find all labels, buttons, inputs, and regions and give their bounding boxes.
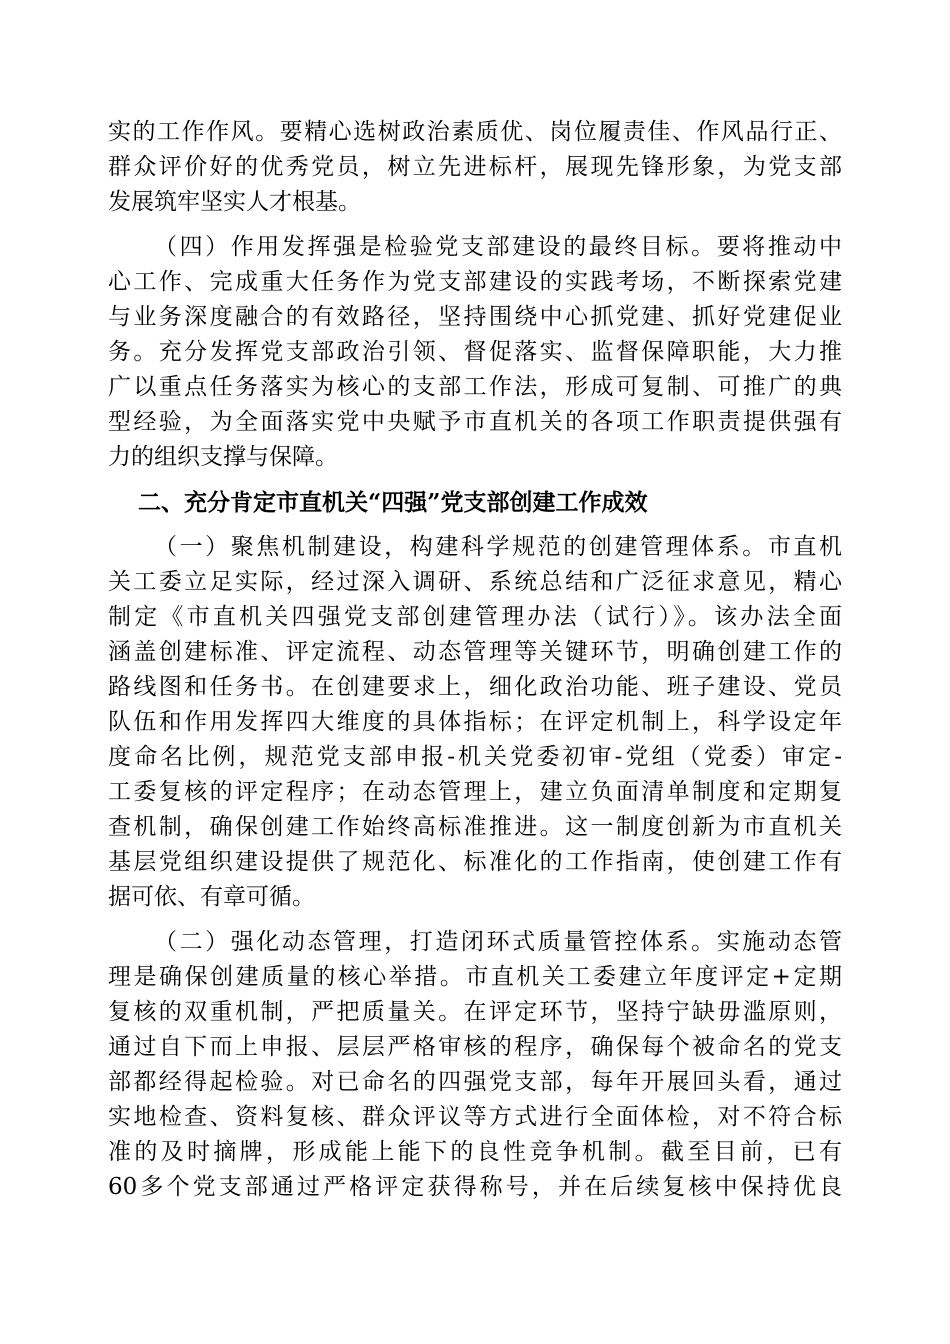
text-line: 与业务深度融合的有效路径，坚持围绕中心抓党建、抓好党建促业 xyxy=(108,304,842,330)
paragraph xyxy=(108,115,842,220)
text-line: 准的及时摘牌，形成能上能下的良性竞争机制。截至目前，已有 xyxy=(108,1139,842,1165)
text-line: （四）作用发挥强是检验党支部建设的最终目标。要将推动中 xyxy=(154,234,842,260)
text-line: 关工委立足实际，经过深入调研、系统总结和广泛征求意见，精心 xyxy=(108,569,842,595)
section-heading xyxy=(108,485,842,520)
text-line: 通过自下而上申报、层层严格审核的程序，确保每个被命名的党支 xyxy=(108,1034,842,1060)
text-line: 度命名比例，规范党支部申报-机关党委初审-党组（党委）审定- xyxy=(108,744,842,770)
text-line: 查机制，确保创建工作始终高标准推进。这一制度创新为市直机关 xyxy=(108,814,842,840)
text-line: 复核的双重机制，严把质量关。在评定环节，坚持宁缺毋滥原则， xyxy=(108,999,842,1025)
text-line: （二）强化动态管理，打造闭环式质量管控体系。实施动态管 xyxy=(154,929,842,955)
text-line: 理是确保创建质量的核心举措。市直机关工委建立年度评定+定期 xyxy=(108,964,842,990)
text-line: 60多个党支部通过严格评定获得称号，并在后续复核中保持优良 xyxy=(108,1174,842,1200)
text-line: 部都经得起检验。对已命名的四强党支部，每年开展回头看，通过 xyxy=(108,1069,842,1095)
paragraph xyxy=(108,925,842,1205)
text-line: 基层党组织建设提供了规范化、标准化的工作指南，使创建工作有 xyxy=(108,849,842,875)
text-line: 广以重点任务落实为核心的支部工作法，形成可复制、可推广的典 xyxy=(108,374,842,400)
paragraph xyxy=(108,230,842,475)
heading-text: 二、充分肯定市直机关“四强”党支部创建工作成效 xyxy=(138,489,648,516)
text-line: 实地检查、资料复核、群众评议等方式进行全面体检，对不符合标 xyxy=(108,1104,842,1130)
text-line: 涵盖创建标准、评定流程、动态管理等关键环节，明确创建工作的 xyxy=(108,639,842,665)
text-line: 群众评价好的优秀党员，树立先进标杆，展现先锋形象，为党支部 xyxy=(108,154,842,180)
text-line: （一）聚焦机制建设，构建科学规范的创建管理体系。市直机 xyxy=(154,534,842,560)
text-line: 力的组织支撑与保障。 xyxy=(108,444,338,470)
text-line: 据可依、有章可循。 xyxy=(108,884,315,910)
text-line: 队伍和作用发挥四大维度的具体指标；在评定机制上，科学设定年 xyxy=(108,709,842,735)
text-line: 型经验，为全面落实党中央赋予市直机关的各项工作职责提供强有 xyxy=(108,409,842,435)
text-line: 制定《市直机关四强党支部创建管理办法（试行）》。该办法全面 xyxy=(108,604,842,630)
text-line: 发展筑牢坚实人才根基。 xyxy=(108,189,361,215)
paragraph xyxy=(108,530,842,915)
document-page xyxy=(108,115,842,1215)
text-line: 路线图和任务书。在创建要求上，细化政治功能、班子建设、党员 xyxy=(108,674,842,700)
text-line: 心工作、完成重大任务作为党支部建设的实践考场，不断探索党建 xyxy=(108,269,842,295)
text-line: 实的工作作风。要精心选树政治素质优、岗位履责佳、作风品行正、 xyxy=(108,119,842,145)
text-line: 工委复核的评定程序；在动态管理上，建立负面清单制度和定期复 xyxy=(108,779,842,805)
text-line: 务。充分发挥党支部政治引领、督促落实、监督保障职能，大力推 xyxy=(108,339,842,365)
